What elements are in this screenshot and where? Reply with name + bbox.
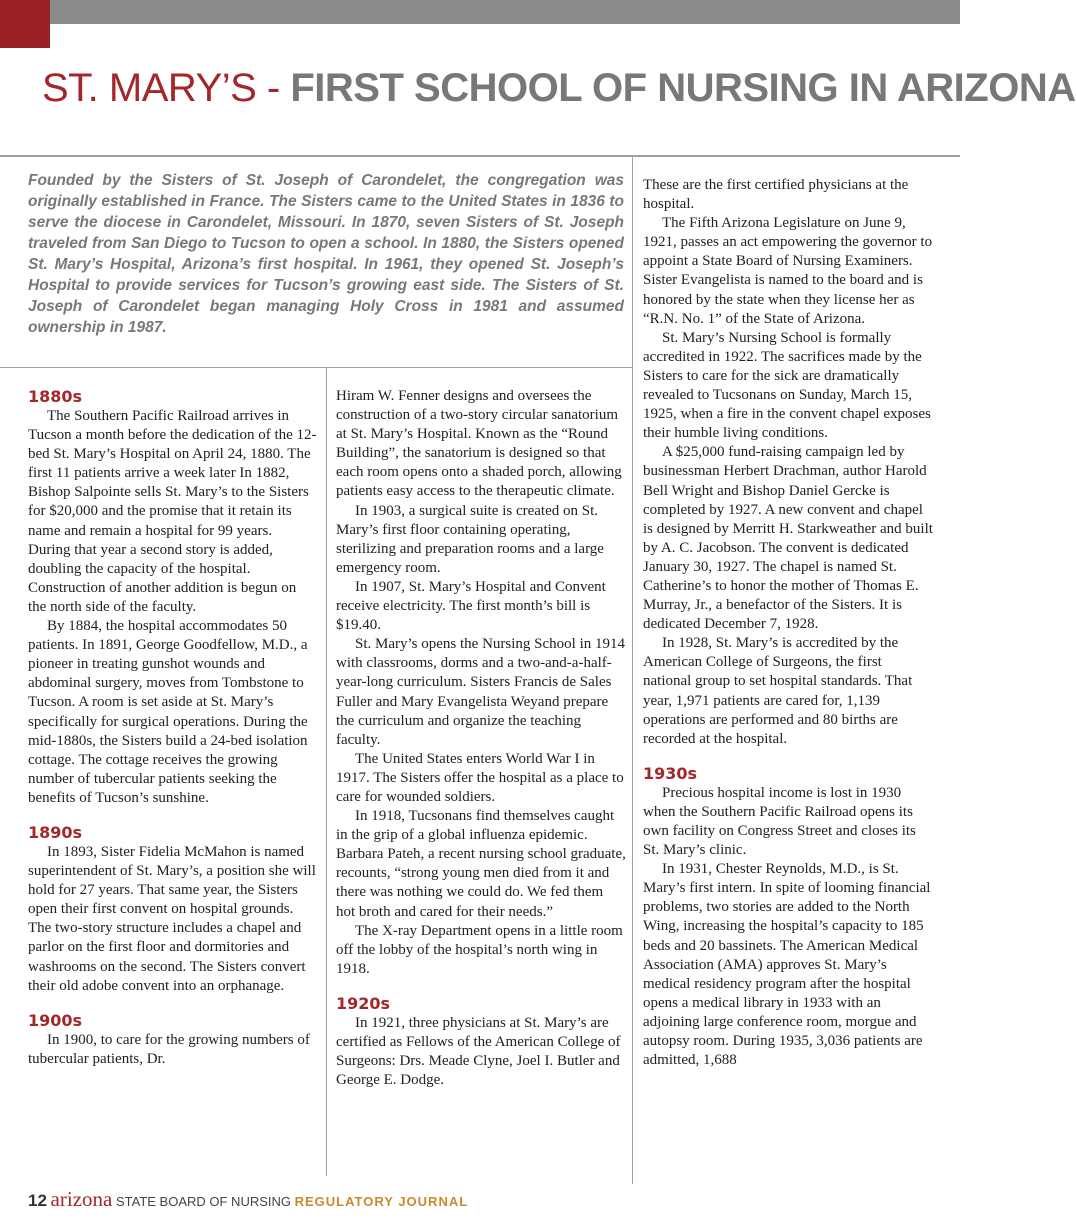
paragraph-1928: In 1928, St. Mary’s is accredited by the American College of Surgeons, the first national group to set hospital standards. That year, 1,971 patients are cared for, 1,139 operations are performed and 80 births are recorded at the hospital. [643,635,913,747]
footer-brand: arizona [50,1187,113,1211]
paragraph-1922: St. Mary’s Nursing School is formally accredited in 1922. The sacrifices made by the Sisters to care for the sick are dramatically revealed to Tucsonans on Sunday, March 15, 1925, when a fire in the convent chapel exposes their humble living conditions. [643,329,931,442]
paragraph-1903: In 1903, a surgical suite is created on St. Mary’s first floor containing operating, sterilizing and preparation rooms and a large emergency room. [336,502,604,576]
heading-1890s: 1890s [28,822,83,842]
footer-board: STATE BOARD OF NURSING [115,1194,291,1209]
paragraph-1900: In 1900, to care for the growing numbers of tubercular patients, Dr. [28,1031,310,1067]
heading-1880s: 1880s [28,387,83,406]
paragraph-1927: A $25,000 fund-raising campaign led by businessman Herbert Drachman, author Harold Bell Wright and Bishop Daniel Gercke is completed by 1927. A new convent and chapel is designed by Merritt H. Starkweather and built by A. C. Jacobson. The convent is dedicated January 30, 1927. The chapel is named St. Catherine’s to honor the mother of Thomas E. Murray, Jr., a benefactor of the Sisters. It is dedicated December 7, 1928. [643,444,933,633]
column-3 [643,176,933,1070]
title-part-2: FIRST SCHOOL OF NURSING IN ARIZONA [290,66,1076,110]
footer-journal: REGULATORY JOURNAL [294,1194,469,1209]
page-number: 12 [28,1191,47,1210]
top-bar [0,0,960,24]
column-divider-1 [326,368,327,1176]
heading-1920s: 1920s [336,993,391,1013]
paragraph-1931: In 1931, Chester Reynolds, M.D., is St. Mary’s first intern. In spite of looming financial problems, two stories are added to the North Wing, increasing the hospital’s capacity to 185 beds and 20 bassinets. The American Medical Association (AMA) approves St. Mary’s medical residency program after the hospital opens a medical library in 1933 with an adjoining large conference room, morgue and autopsy room. During 1935, 3,036 patients are admitted, 1,688 [643,861,931,1069]
column-1 [28,387,318,1069]
title-part-1: ST. MARY’S - [42,66,291,110]
paragraph-1918-flu: In 1918, Tucsonans find themselves caught in the grip of a global influenza epidemic. Barbara Pateh, a recent nursing school graduate, recounts, “strong young men died from it and there was nothing we could do. We fed them hot broth and cared for their needs.” [336,808,626,920]
intro-paragraph: Founded by the Sisters of St. Joseph of Carondelet, the congregation was originally established in France. The Sisters came to the United States in 1836 to serve the diocese in Carondelet, Missouri. In 1870, seven Sisters of St. Joseph traveled from San Diego to Tucson to open a school. In 1880, the Sisters opened St. Mary’s Hospital, Arizona’s first hospital. In 1961, they opened St. Joseph’s Hospital to provide services for Tucson’s growing east side. The Sisters of St. Joseph of Carondelet began managing Holy Cross in 1981 and assumed ownership in 1987. [28,172,624,336]
red-corner-block [0,0,50,48]
page-title [42,62,1076,114]
column-divider-2 [632,157,633,1184]
title-divider [0,155,960,157]
heading-1900s: 1900s [28,1010,83,1030]
paragraph-physicians: These are the first certified physicians at the hospital. [643,177,909,213]
intro-divider [0,367,632,368]
paragraph-1930: Precious hospital income is lost in 1930 when the Southern Pacific Railroad opens its own facility on Congress Street and closes its St. Mary’s clinic. [643,784,916,859]
paragraph-1880a: The Southern Pacific Railroad arrives in Tucson a month before the dedication of the 12-bed St. Mary’s Hospital on April 24, 1880. The first 11 patients arrive a week later In 1882, Bishop Salpointe sells St. Mary’s to the Sisters for $20,000 and the promise that it retain its name and remain a hospital for 99 years. During that year a second story is added, doubling the capacity of the hospital. Construction of another addition is begun on the north side of the faculty. [28,408,317,615]
paragraph-legislature: The Fifth Arizona Legislature on June 9, 1921, passes an act empowering the governor to appoint a State Board of Nursing Examiners. Sister Evangelista is named to the board and is honored by the state when they license her as “R.N. No. 1” of the State of Arizona. [643,215,933,327]
paragraph-1890: In 1893, Sister Fidelia McMahon is named superintendent of St. Mary’s, a position she will hold for 27 years. That same year, the Sisters open their first convent on hospital grounds. The two-story structure includes a chapel and parlor on the first floor and dormitories and washrooms on the second. The Sisters convert their old adobe convent into an orphanage. [28,843,316,994]
page-footer [28,1187,468,1212]
paragraph-sanatorium: Hiram W. Fenner designs and oversees the construction of a two-story circular sanatorium at St. Mary’s Hospital. Known as the “Round Building”, the sanatorium is designed so that each room opens onto a shaded porch, allowing patients easy access to the therapeutic climate. [336,388,622,500]
paragraph-1914: St. Mary’s opens the Nursing School in 1914 with classrooms, dorms and a two-and-a-half-year-long curriculum. Sisters Francis de Sales Fuller and Mary Evangelista Weyand prepare the curriculum and organize the teaching faculty. [336,636,625,748]
heading-1930s: 1930s [643,763,698,783]
paragraph-1917: The United States enters World War I in 1917. The Sisters offer the hospital as a place to care for wounded soldiers. [336,750,624,805]
paragraph-1918-xray: The X-ray Department opens in a little room off the lobby of the hospital’s north wing in 1918. [336,922,623,977]
paragraph-1907: In 1907, St. Mary’s Hospital and Convent receive electricity. The first month’s bill is $19.40. [336,578,606,634]
column-2 [336,387,626,1090]
paragraph-1880b: By 1884, the hospital accommodates 50 patients. In 1891, George Goodfellow, M.D., a pioneer in treating gunshot wounds and abdominal surgery, moves from Tombstone to Tucson. A room is set aside at St. Mary’s specifically for surgical operations. During the mid-1880s, the Sisters build a 24-bed isolation cottage. The cottage receives the growing number of tubercular patients seeking the benefits of Tucson’s sunshine. [28,618,308,806]
paragraph-1921: In 1921, three physicians at St. Mary’s are certified as Fellows of the American College of Surgeons: Drs. Meade Clyne, Joel I. Butler and George E. Dodge. [336,1014,621,1089]
